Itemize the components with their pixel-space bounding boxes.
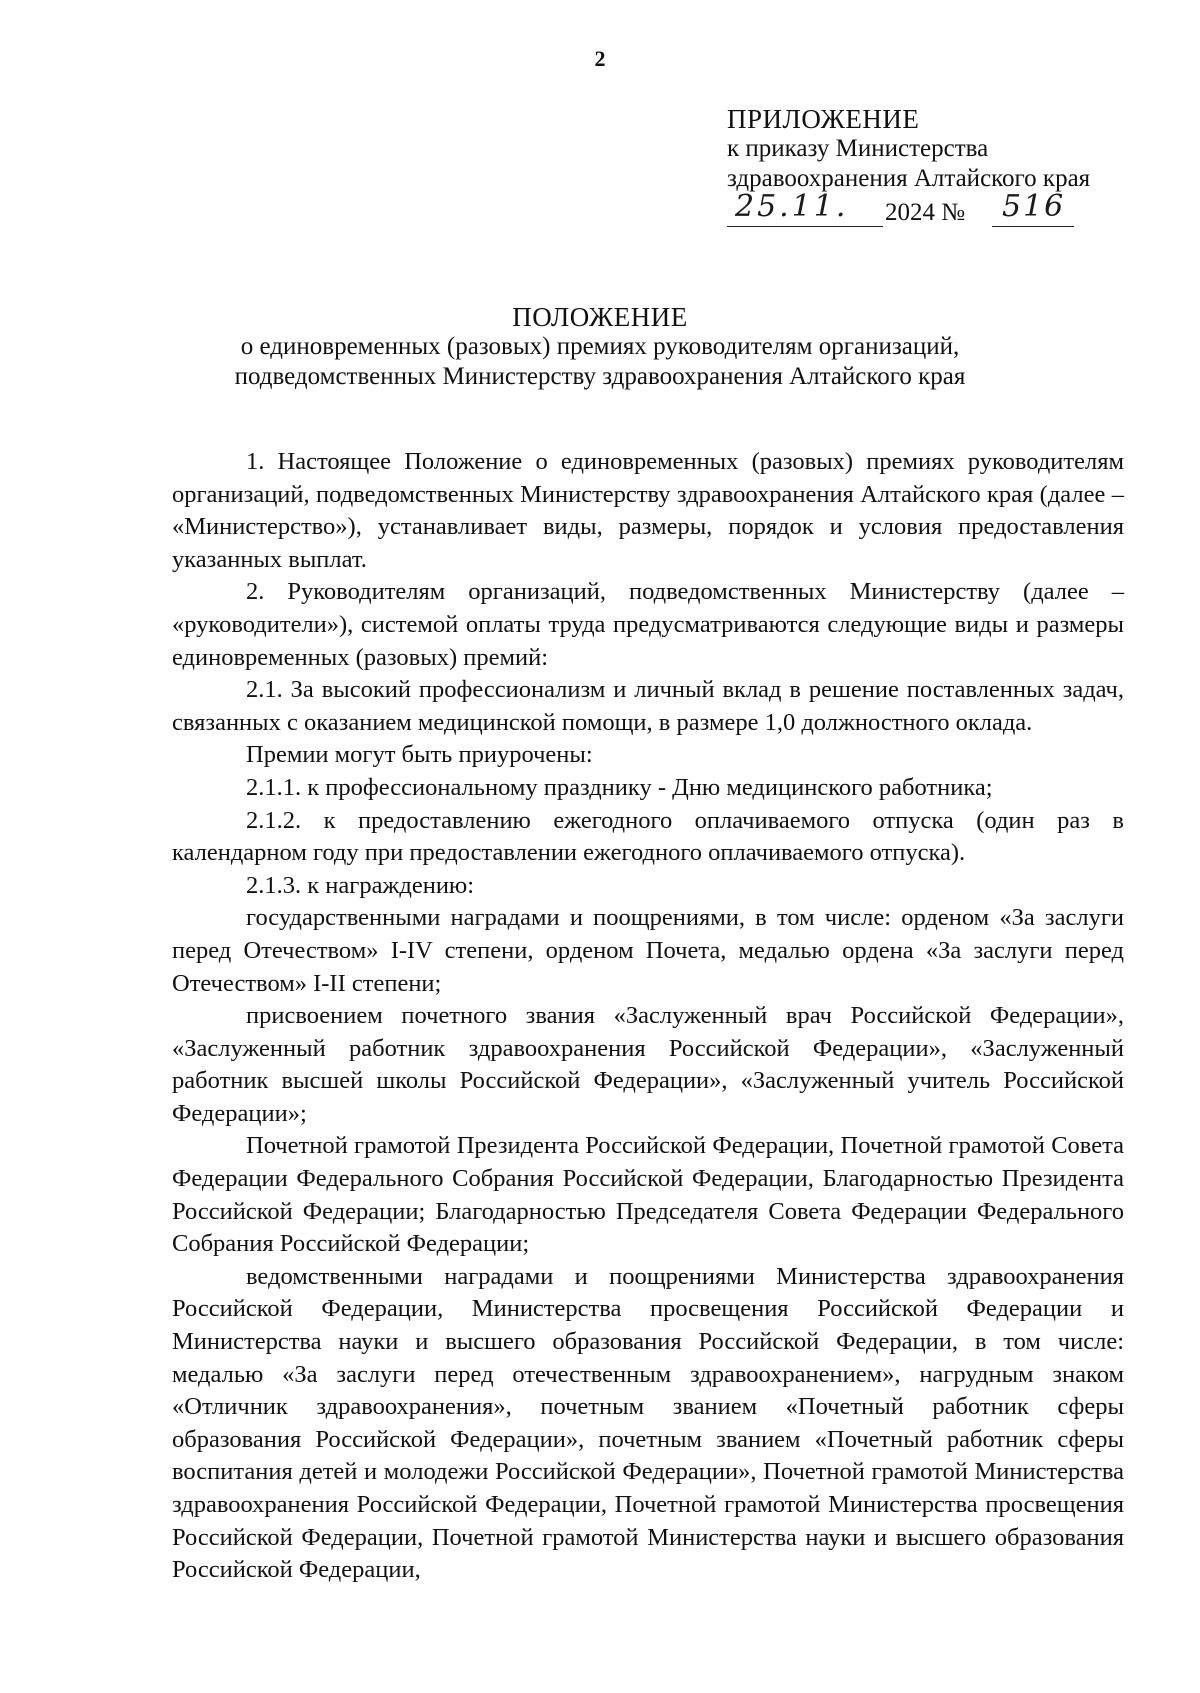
paragraph: ведомственными наградами и поощрениями Министерства здравоохранения Российской Федерации, Министерства просвещения Российской Федерации и Министерства науки и высшего образования Российской Федерации, в том числе: медалью «За заслуги перед отечественным здравоохранением», нагрудным знаком «Отличник здравоохранения», почетным званием «Почетный работник сферы образования Российской Федерации», почетным званием «Почетный работник сферы воспитания детей и молодежи Российской Федерации», Почетной грамотой Министерства здравоохранения Российской Федерации, Почетной грамотой Министерства просвещения Российской Федерации, Почетной грамотой Министерства науки и высшего образования Российской Федерации,: [172, 1262, 1124, 1584]
paragraph: присвоением почетного звания «Заслуженный врач Российской Федерации», «Заслуженный работник здравоохранения Российской Федерации», «Заслуженный работник высшей школы Российской Федерации», «Заслуженный учитель Российской Федерации»;: [172, 1002, 1124, 1127]
appendix-title: ПРИЛОЖЕНИЕ: [727, 104, 920, 134]
paragraph: государственными наградами и поощрениями, в том числе: орденом «За заслуги перед Отечеством» I-IV степени, орденом Почета, медалью ордена «За заслуги перед Отечеством» I-II степени;: [172, 904, 1124, 997]
paragraph: Премии могут быть приурочены:: [246, 741, 593, 769]
paragraph: 2. Руководителям организаций, подведомственных Министерству (далее – «руководители»), системой оплаты труда предусматриваются следующие виды и размеры единовременных (разовых) премий:: [172, 578, 1124, 671]
appendix-line-1: к приказу Министерства: [727, 135, 989, 162]
document-title: ПОЛОЖЕНИЕ: [512, 302, 688, 332]
document-title-block: [0, 302, 1200, 392]
paragraph: 2.1.2. к предоставлению ежегодного оплачиваемого отпуска (один раз в календарном году при предоставлении ежегодного оплачиваемого отпуска).: [172, 806, 1124, 867]
handwritten-date: 25.11.: [735, 189, 849, 224]
paragraph: 2.1. За высокий профессионализм и личный вклад в решение поставленных задач, связанных с оказанием медицинской помощи, в размере 1,0 должностного оклада.: [172, 676, 1124, 736]
appendix-block: [727, 104, 1167, 230]
paragraph: 2.1.1. к профессиональному празднику - Дню медицинского работника;: [246, 773, 993, 801]
handwritten-order-number: 516: [1002, 189, 1066, 224]
paragraph: 2.1.3. к награждению:: [246, 871, 475, 899]
document-subtitle-line-2: подведомственных Министерству здравоохранения Алтайского края: [234, 363, 966, 390]
document-body: [172, 446, 1124, 1587]
appendix-line-2: здравоохранения Алтайского края: [727, 165, 1091, 192]
order-year-label: 2024 №: [885, 199, 966, 226]
page-number: 2: [594, 46, 606, 71]
paragraph: Почетной грамотой Президента Российской Федерации, Почетной грамотой Совета Федерации Федерального Собрания Российской Федерации, Благодарностью Президента Российской Федерации; Благодарностью Председателя Совета Федерации Федерального Собрания Российской Федерации;: [172, 1132, 1124, 1258]
number-underline: [992, 226, 1074, 227]
date-underline: [727, 226, 883, 227]
paragraph: 1. Настоящее Положение о единовременных (разовых) премиях руководителям организаций, подведомственных Министерству здравоохранения Алтайского края (далее – «Министерство»), устанавливает виды, размеры, порядок и условия предоставления указанных выплат.: [172, 448, 1124, 573]
order-date-row: [727, 189, 1167, 230]
document-subtitle-line-1: о единовременных (разовых) премиях руководителям организаций,: [240, 333, 960, 360]
